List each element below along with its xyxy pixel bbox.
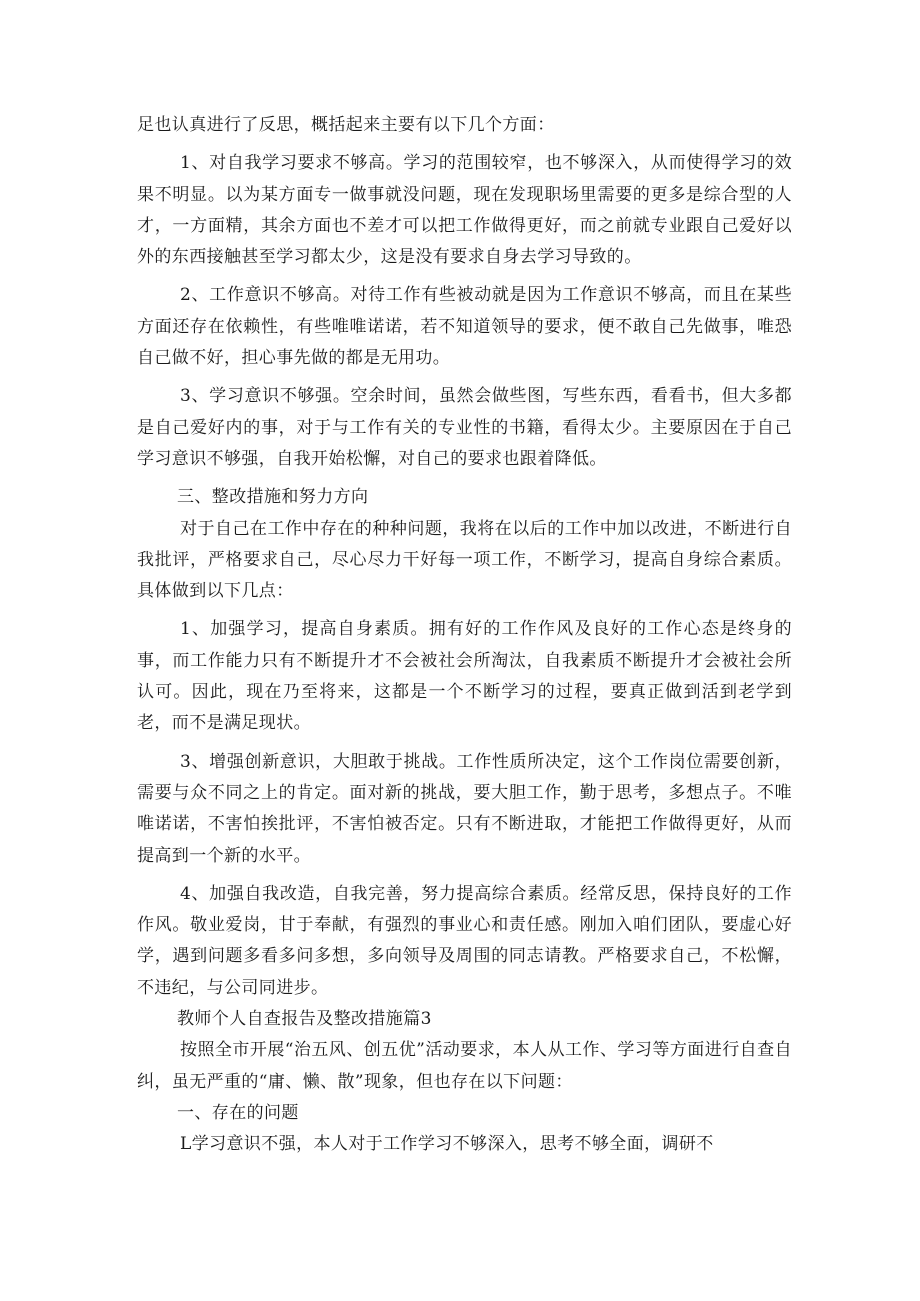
- paragraph-intro-continuation: 足也认真进行了反思，概括起来主要有以下几个方面：: [137, 115, 555, 135]
- document-body: [137, 110, 792, 1161]
- paragraph-rectification-intro: 对于自己在工作中存在的种种问题，我将在以后的工作中加以改进，不断进行自我批评，严格要求自己，尽心尽力干好每一项工作，不断学习，提高自身综合素质。具体做到以下几点：: [137, 518, 792, 602]
- paragraph-part-3-intro: 按照全市开展“治五风、创五优”活动要求，本人从工作、学习等方面进行自查自纠，虽无严重的“庸、懒、散”现象，但也存在以下问题：: [137, 1040, 792, 1092]
- paragraph-point-3-study-awareness: 3、学习意识不够强。空余时间，虽然会做些图，写些东西，看看书，但大多都是自己爱好内的事，对于与工作有关的专业性的书籍，看得太少。主要原因在于自己学习意识不够强，自我开始松懈，对自己的要求也跟着降低。: [137, 386, 792, 469]
- paragraph-point-1-self-study: 1、对自我学习要求不够高。学习的范围较窄，也不够深入，从而使得学习的效果不明显。以为某方面专一做事就没问题，现在发现职场里需要的更多是综合型的人才，一方面精，其余方面也不差才可以把工作做得更好，而之前就专业跟自己爱好以外的东西接触甚至学习都太少，这是没有要求自身去学习导致的。: [137, 153, 792, 268]
- paragraph-measure-3-innovation: 3、增强创新意识，大胆敢于挑战。工作性质所决定，这个工作岗位需要创新，需要与众不同之上的肯定。面对新的挑战，要大胆工作，勤于思考，多想点子。不唯唯诺诺，不害怕挨批评，不害怕被否定。只有不断进取，才能把工作做得更好，从而提高到一个新的水平。: [137, 751, 792, 866]
- paragraph-problem-1: L学习意识不强，本人对于工作学习不够深入，思考不够全面，调研不: [180, 1134, 714, 1155]
- paragraph-measure-1-learning: 1、加强学习，提高自身素质。拥有好的工作作风及良好的工作心态是终身的事，而工作能力只有不断提升才不会被社会所淘汰，自我素质不断提升才会被社会所认可。因此，现在乃至将来，这都是一个不断学习的过程，要真正做到活到老学到老，而不是满足现状。: [137, 619, 792, 734]
- paragraph-measure-4-self-improvement: 4、加强自我改造，自我完善，努力提高综合素质。经常反思，保持良好的工作作风。敬业爱岗，甘于奉献，有强烈的事业心和责任感。刚加入咱们团队，要虚心好学，遇到问题多看多问多想，多向领导及周围的同志请教。严格要求自己，不松懈，不违纪，与公司同进步。: [137, 883, 792, 998]
- paragraph-point-2-work-awareness: 2、工作意识不够高。对待工作有些被动就是因为工作意识不够高，而且在某些方面还存在依赖性，有些唯唯诺诺，若不知道领导的要求，便不敢自己先做事，唯恐自己做不好，担心事先做的都是无用功。: [137, 285, 792, 369]
- section-heading-rectification: 三、整改措施和努力方向: [177, 487, 369, 508]
- article-title-part-3: 教师个人自查报告及整改措施篇3: [177, 1009, 432, 1030]
- section-heading-problems: 一、存在的问题: [177, 1102, 299, 1123]
